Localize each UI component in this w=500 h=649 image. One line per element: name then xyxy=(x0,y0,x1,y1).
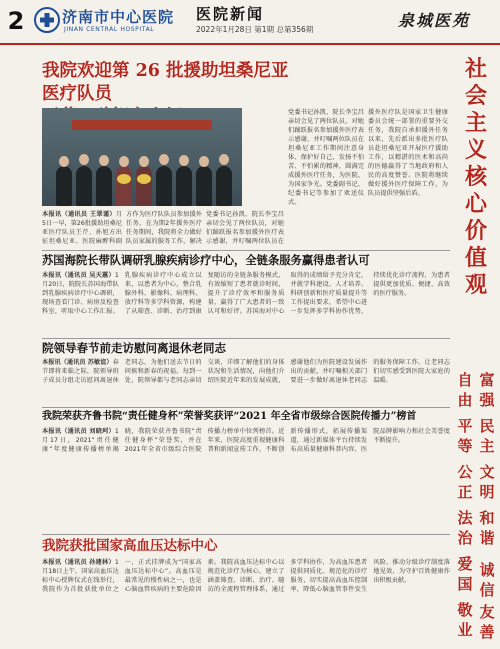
photo-person-head xyxy=(119,156,129,167)
story-5-body xyxy=(42,558,450,644)
photo-person xyxy=(176,166,192,206)
section-divider xyxy=(42,250,450,251)
photo-person-head xyxy=(219,154,229,165)
story-2-headline: 苏国海院长带队调研乳腺疾病诊疗中心，全链条服务赢得患者认可 xyxy=(42,253,370,267)
core-values-column-left xyxy=(455,370,475,640)
core-value-item: 富强 xyxy=(479,371,495,409)
photo-person-head xyxy=(99,155,109,166)
story-4-body xyxy=(42,427,450,479)
story-5-headline: 我院获批国家高血压达标中心 xyxy=(42,538,218,554)
story-3-headline: 院领导春节前走访慰问离退休老同志 xyxy=(42,341,226,355)
core-value-item: 友善 xyxy=(479,603,495,641)
photo-person xyxy=(196,166,212,206)
photo-person xyxy=(76,166,92,206)
masthead xyxy=(0,0,500,44)
core-values-column-right xyxy=(477,370,497,548)
lead-body-text-5: 援外医疗队是国家卫生健康委员会统一部署的重要外交任务，我院自承担援外任务以来，先后派出多批医疗队员赴坦桑尼亚开展医疗援助工作，以精湛的医术和高尚的医德赢得了当地政府和人民的高度赞誉。医院将继续做好援外医疗保障工作，为队员提供坚强后盾。 xyxy=(368,109,448,197)
core-value-item: 敬业 xyxy=(457,601,473,639)
lead-body-text-3: 党委书记孙凯、院长李宝昌亲切会见了两位队员，对她们踊跃报名参加援外医疗表示感谢，并叮嘱两位队员在 xyxy=(206,211,284,245)
core-values-title: 社会主义核心价值观 xyxy=(464,56,487,298)
lead-body-col-1 xyxy=(42,210,122,246)
hospital-emblem-icon xyxy=(34,7,60,33)
section-title: 医院新闻 xyxy=(196,5,265,23)
photo-person-head xyxy=(179,155,189,166)
photo-flowers xyxy=(117,174,131,184)
section-divider xyxy=(42,534,450,535)
lead-body-text-2: 方作为医疗队队员参加援外任务，在为期2年援外医疗任务期间，我院将全力做好队员家属的服务工作，解决 xyxy=(126,211,202,245)
lead-photo xyxy=(42,108,242,206)
story-3-body xyxy=(42,358,450,404)
photo-person xyxy=(116,166,132,206)
logo-chinese-name: 济南市中心医院 xyxy=(62,8,175,26)
section-name: 泉城医苑 xyxy=(397,11,470,30)
section-divider xyxy=(42,407,450,408)
photo-banner xyxy=(72,120,212,130)
lead-byline: 本报讯（通讯员 王翠谨） xyxy=(42,211,116,218)
photo-person-head xyxy=(199,156,209,167)
photo-person xyxy=(156,166,172,206)
photo-person xyxy=(96,166,112,206)
photo-person xyxy=(216,166,232,206)
story-4-body-text: 1月17日，2021“责任健康”年度健康传播榜单揭晓，我院荣获齐鲁书院“责任健身杯”荣誉奖，并在2021年全省市级综合医院传播力榜单中位列榜首。近年来，医院高度重视健康科普和新闻宣传工作，不断创新传播形式，拓展传播渠道，通过新媒体平台持续发布高质量健康科普内容，医院品牌影响力和社会美誉度不断提升。 xyxy=(42,428,450,453)
core-value-item: 和谐 xyxy=(479,509,495,547)
lead-body-col-3 xyxy=(206,210,284,246)
page-number: 2 xyxy=(7,7,25,35)
lead-body-col-4 xyxy=(288,108,364,248)
core-value-item: 法治 xyxy=(457,509,473,547)
story-5-byline: 本报讯（通讯员 孙建林） xyxy=(42,559,115,566)
edition-line: 2022年1月28日 第1期 总第356期 xyxy=(196,25,314,34)
core-value-item: 平等 xyxy=(457,417,473,455)
story-2-body xyxy=(42,271,450,335)
story-4-byline: 本报讯（通讯员 刘晓珂） xyxy=(42,428,115,435)
story-3-body-text: 春节即将来临之际，院领导班子成员分组走访慰问离退休老同志，为他们送去节日的问候和新春的祝福。每到一处，院领导都与老同志亲切交谈，详细了解他们的身体状况和生活情况，向他们介绍医院近年来的发展成就，感谢他们为医院建设发展作出的贡献，并叮嘱相关部门要进一步做好离退休老同志的服务保障工作，让老同志们切实感受到医院大家庭的温暖。 xyxy=(42,359,450,384)
photo-person-head xyxy=(159,154,169,165)
core-value-item: 民主 xyxy=(479,417,495,455)
hospital-logo xyxy=(34,4,184,38)
lead-body-col-2 xyxy=(126,210,202,246)
masthead-rule xyxy=(0,43,500,45)
photo-person xyxy=(136,166,152,206)
section-divider xyxy=(42,338,450,339)
story-5-body-text: 1月18日上午，国家高血压达标中心授牌仪式在线举行，我院作为首批获批单位之一，正式挂牌成为“国家高血压达标中心”。高血压是最常见的慢性病之一，也是心脑血管疾病的主要危险因素。我院高血压达标中心以规范化诊疗为核心，建立了涵盖筛查、诊断、治疗、随访的全流程管理体系，通过多学科协作，为高血压患者提供同质化、规范化的诊疗服务，切实提高高血压控制率，降低心脑血管事件发生风险，推动分级诊疗制度落地见效，为守护百姓健康作出积极贡献。 xyxy=(42,559,450,593)
core-value-item: 爱国 xyxy=(457,555,473,593)
lead-body-text: 月5日一早，第26批援助坦桑尼亚医疗队员王芹、孙旭方出征坦桑尼亚。医院麻醉科副 xyxy=(42,211,122,245)
photo-person xyxy=(56,166,72,206)
photo-flowers xyxy=(137,174,151,184)
story-3-byline: 本报讯（通讯员 苏敏谊） xyxy=(42,359,113,366)
core-value-item: 文明 xyxy=(479,463,495,501)
lead-headline-line-1: 我院欢迎第 26 批援助坦桑尼亚医疗队员 xyxy=(42,61,289,104)
core-value-item: 诚信 xyxy=(479,561,495,599)
lead-body-text-4: 党委书记孙凯、院长李宝昌亲切会见了两位队员，对她们踊跃报名参加援外医疗表示感谢，并叮嘱两位队员在坦桑尼亚工作期间注意身体、保护好自己，发扬不怕苦、不怕累的精神，圆满完成援外医疗任务，为医院、为国家争光。党委副书记、纪委书记等参加了欢送仪式。 xyxy=(288,109,364,206)
core-value-item: 自由 xyxy=(457,371,473,409)
photo-person-head xyxy=(59,156,69,167)
story-4-headline: 我院荣获齐鲁书院“责任健身杯”荣誉奖获评“2021 年全省市级综合医院传播力”榜首 xyxy=(42,411,417,422)
core-value-item: 公正 xyxy=(457,463,473,501)
photo-person-head xyxy=(139,156,149,167)
lead-body-col-5 xyxy=(368,108,448,248)
logo-english-name: JINAN CENTRAL HOSPITAL xyxy=(64,26,155,33)
story-2-body-text: 1月20日，院院长苏国海带队到乳腺疾病诊疗中心调研，现场查看门诊、病房及检查科室，听取中心工作汇报。乳腺疾病诊疗中心成立以来，以患者为中心，整合乳腺外科、影像科、病理科、放疗科等多学科资源，构建了从筛查、诊断、治疗到康复随访的全链条服务模式，有效缩短了患者就诊时间，提升了诊疗效率和服务质量，赢得了广大患者的一致认可和好评。苏国海对中心取得的成绩给予充分肯定，并就学科建设、人才培养、科研创新和医疗质量提升等工作提出要求，希望中心进一步发挥多学科协作优势，持续优化诊疗流程，为患者提供更加优质、便捷、高效的医疗服务。 xyxy=(42,272,450,315)
core-values-column-extra xyxy=(477,560,497,642)
photo-person-head xyxy=(79,154,89,165)
story-2-byline: 本报讯（通讯员 吴天蕙） xyxy=(42,272,115,279)
